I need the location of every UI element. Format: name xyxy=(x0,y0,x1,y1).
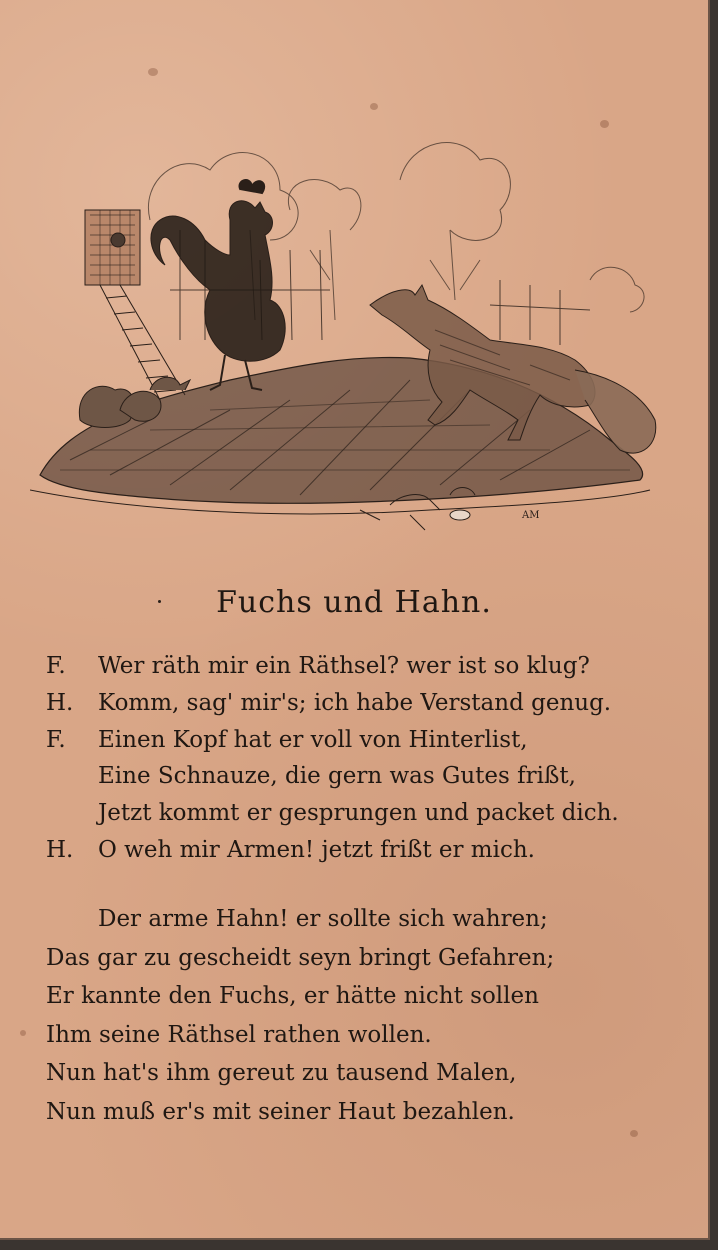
dialogue-text: Komm, sag' mir's; ich habe Verstand genug. xyxy=(98,689,612,716)
moral-line xyxy=(46,1094,666,1133)
moral-line xyxy=(46,978,666,1017)
speaker-label: H. xyxy=(46,836,74,863)
moral-stanza xyxy=(46,901,666,1133)
ink-dot xyxy=(158,600,161,603)
moral-text: Er kannte den Fuchs, er hätte nicht sollen xyxy=(46,983,539,1010)
dialogue-text: Eine Schnauze, die gern was Gutes frißt, xyxy=(98,763,576,790)
moral-text: Der arme Hahn! er sollte sich wahren; xyxy=(98,906,548,932)
moral-line xyxy=(46,1055,666,1094)
engraver-signature: AM xyxy=(522,510,540,521)
moral-text: Das gar zu gescheidt seyn bringt Gefahren; xyxy=(46,944,555,971)
moral-text: Ihm seine Räthsel rathen wollen. xyxy=(46,1021,432,1048)
speaker-label: F. xyxy=(46,653,66,679)
dialogue-text: O weh mir Armen! jetzt frißt er mich. xyxy=(98,836,535,863)
speaker-label: H. xyxy=(46,689,74,716)
rooster xyxy=(151,180,285,390)
moral-text: Nun hat's ihm gereut zu tausend Malen, xyxy=(46,1060,517,1087)
dialogue-text: Jetzt kommt er gesprungen und packet dich. xyxy=(98,800,619,827)
coop-door xyxy=(85,210,140,285)
paper-stain xyxy=(148,68,158,76)
dialogue-text: Einen Kopf hat er voll von Hinterlist, xyxy=(98,726,528,753)
moral-line xyxy=(46,940,666,979)
dialogue-line xyxy=(46,795,666,832)
engraving-illustration xyxy=(30,90,670,550)
dialogue-text: Wer räth mir ein Räthsel? wer ist so klug? xyxy=(98,653,590,679)
dialogue-line xyxy=(46,832,666,869)
dialogue-line xyxy=(46,648,666,685)
speaker-label: F. xyxy=(46,726,66,753)
moral-line xyxy=(46,901,666,940)
dialogue-stanza xyxy=(46,648,666,869)
dialogue-line xyxy=(46,685,666,722)
dialogue-line xyxy=(46,722,666,759)
poem-title: Fuchs und Hahn. xyxy=(216,585,492,620)
dialogue-line xyxy=(46,758,666,795)
moral-line xyxy=(46,1017,666,1056)
moral-text: Nun muß er's mit seiner Haut bezahlen. xyxy=(46,1098,515,1125)
paper-stain xyxy=(20,1030,26,1036)
